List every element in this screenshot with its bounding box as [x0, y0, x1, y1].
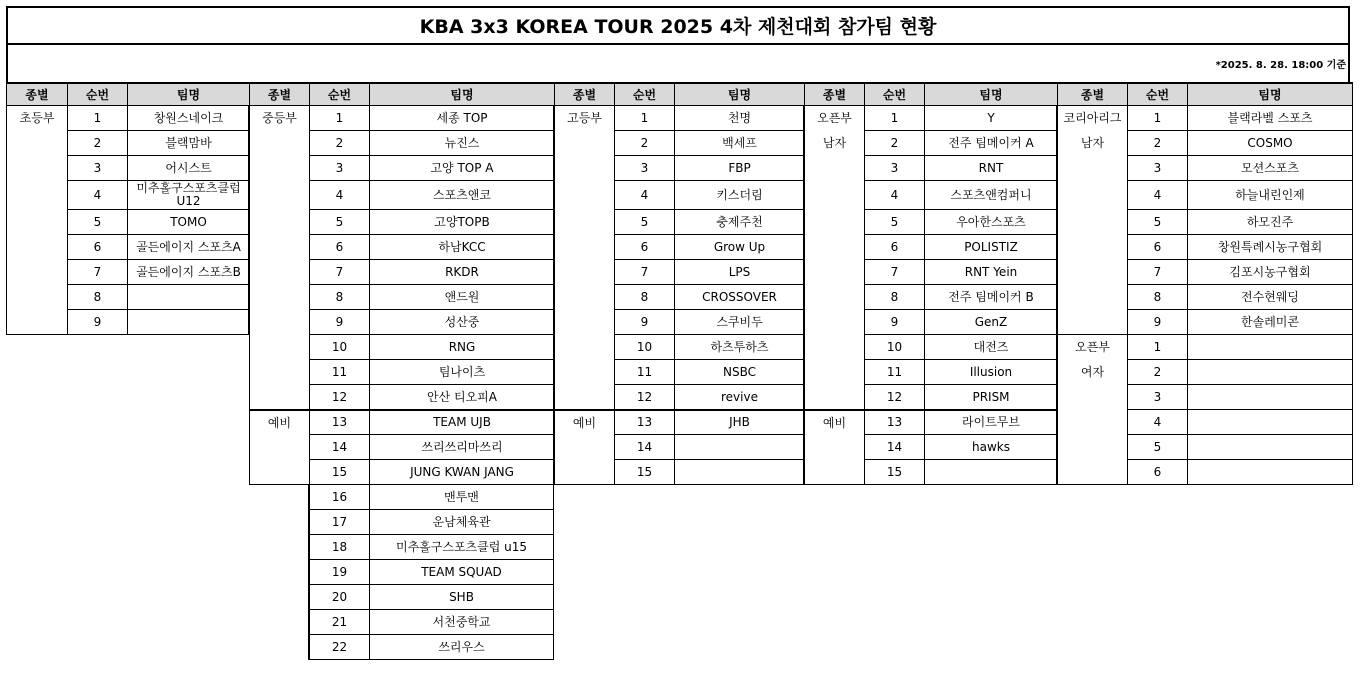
- team-name-cell: 팀나이츠: [369, 360, 554, 385]
- seq-cell: 14: [614, 435, 674, 460]
- category-label: 초등부: [19, 111, 55, 125]
- seq-cell: 7: [67, 260, 127, 285]
- team-name-cell: [127, 285, 249, 310]
- seq-cell: 11: [614, 360, 674, 385]
- page-title: KBA 3x3 KOREA TOUR 2025 4차 제천대회 참가팀 현황: [6, 6, 1350, 45]
- category-cell: [554, 106, 614, 410]
- group-divider: [803, 106, 804, 485]
- team-name-cell: PRISM: [924, 385, 1057, 410]
- header-team: 팀명: [924, 82, 1057, 106]
- category-cell: [249, 106, 309, 410]
- seq-cell: 4: [1127, 181, 1187, 210]
- team-name-cell: 하남KCC: [369, 235, 554, 260]
- team-name-cell: 백세프: [674, 131, 804, 156]
- seq-cell: 3: [1127, 156, 1187, 181]
- team-name-cell: Grow Up: [674, 235, 804, 260]
- category-label: 남자: [1080, 136, 1105, 150]
- team-name-cell: 창원특례시농구협회: [1187, 235, 1353, 260]
- team-name-cell: 세종 TOP: [369, 106, 554, 131]
- team-name-cell: 모션스포츠: [1187, 156, 1353, 181]
- seq-cell: 6: [1127, 460, 1187, 485]
- seq-cell: 9: [864, 310, 924, 335]
- team-name-cell: CROSSOVER: [674, 285, 804, 310]
- seq-cell: 16: [309, 485, 369, 510]
- seq-cell: 10: [614, 335, 674, 360]
- team-name-cell: COSMO: [1187, 131, 1353, 156]
- seq-cell: 7: [309, 260, 369, 285]
- seq-cell: 2: [1127, 131, 1187, 156]
- team-name-cell: RKDR: [369, 260, 554, 285]
- seq-cell: 5: [1127, 435, 1187, 460]
- team-name-cell: TEAM UJB: [369, 410, 554, 435]
- seq-cell: 5: [309, 210, 369, 235]
- team-name-cell: 창원스네이크: [127, 106, 249, 131]
- seq-cell: 1: [67, 106, 127, 131]
- seq-cell: 11: [309, 360, 369, 385]
- seq-cell: 21: [309, 610, 369, 635]
- seq-cell: 8: [614, 285, 674, 310]
- team-name-cell: revive: [674, 385, 804, 410]
- team-name-cell: 대전즈: [924, 335, 1057, 360]
- team-name-cell: 충제주천: [674, 210, 804, 235]
- seq-cell: 13: [614, 410, 674, 435]
- team-name-cell: JHB: [674, 410, 804, 435]
- seq-cell: 19: [309, 560, 369, 585]
- team-name-cell: 서천중학교: [369, 610, 554, 635]
- team-name-cell: hawks: [924, 435, 1057, 460]
- team-name-cell: 골든에이지 스포츠B: [127, 260, 249, 285]
- seq-cell: 5: [614, 210, 674, 235]
- team-name-cell: [1187, 410, 1353, 435]
- group-divider: [1056, 106, 1057, 485]
- team-name-cell: JUNG KWAN JANG: [369, 460, 554, 485]
- team-name-cell: [1187, 360, 1353, 385]
- extra-left-border: [308, 485, 309, 660]
- seq-cell: 6: [67, 235, 127, 260]
- category-label: 오픈부: [817, 111, 852, 125]
- seq-cell: 7: [1127, 260, 1187, 285]
- team-name-cell: [924, 460, 1057, 485]
- seq-cell: 6: [1127, 235, 1187, 260]
- seq-cell: 3: [309, 156, 369, 181]
- seq-cell: 3: [864, 156, 924, 181]
- team-name-cell: LPS: [674, 260, 804, 285]
- team-name-cell: 라이트무브: [924, 410, 1057, 435]
- team-name-cell: 쓰리쓰리마쓰리: [369, 435, 554, 460]
- team-name-cell: RNT: [924, 156, 1057, 181]
- team-name-cell: 김포시농구협회: [1187, 260, 1353, 285]
- seq-cell: 11: [864, 360, 924, 385]
- seq-cell: 4: [864, 181, 924, 210]
- category-label: 중등부: [262, 111, 297, 125]
- team-name-cell: 미추홀구스포츠클럽 U12: [127, 181, 249, 210]
- team-name-cell: 스포츠앤컴퍼니: [924, 181, 1057, 210]
- seq-cell: 4: [67, 181, 127, 210]
- seq-cell: 1: [864, 106, 924, 131]
- seq-cell: 2: [614, 131, 674, 156]
- reserve-category-cell: [804, 410, 864, 485]
- date-note: *2025. 8. 28. 18:00 기준: [1215, 60, 1346, 71]
- team-name-cell: 뉴진스: [369, 131, 554, 156]
- seq-cell: 8: [67, 285, 127, 310]
- seq-cell: 4: [614, 181, 674, 210]
- reserve-label: 예비: [822, 416, 847, 430]
- seq-cell: 2: [864, 131, 924, 156]
- seq-cell: 14: [864, 435, 924, 460]
- reserve-category-cell: [249, 410, 309, 485]
- header-team: 팀명: [1187, 82, 1353, 106]
- seq-cell: 5: [864, 210, 924, 235]
- seq-cell: 1: [1127, 106, 1187, 131]
- team-name-cell: 하늘내린인제: [1187, 181, 1353, 210]
- header-category: 종별: [804, 82, 864, 106]
- seq-cell: 1: [309, 106, 369, 131]
- seq-cell: 18: [309, 535, 369, 560]
- seq-cell: 15: [309, 460, 369, 485]
- seq-cell: 1: [614, 106, 674, 131]
- seq-cell: 14: [309, 435, 369, 460]
- seq-cell: 13: [864, 410, 924, 435]
- seq-cell: 6: [309, 235, 369, 260]
- team-name-cell: 스포츠앤코: [369, 181, 554, 210]
- team-name-cell: [1187, 460, 1353, 485]
- category-cell: [1057, 335, 1127, 485]
- team-name-cell: [1187, 385, 1353, 410]
- team-name-cell: 쓰리우스: [369, 635, 554, 660]
- group-divider: [248, 106, 249, 335]
- team-name-cell: 골든에이지 스포츠A: [127, 235, 249, 260]
- seq-cell: 12: [309, 385, 369, 410]
- team-name-cell: TOMO: [127, 210, 249, 235]
- team-name-cell: 하모진주: [1187, 210, 1353, 235]
- seq-cell: 4: [309, 181, 369, 210]
- header-category: 종별: [1057, 82, 1127, 106]
- header-seq: 순번: [1127, 82, 1187, 106]
- team-name-cell: 고양 TOP A: [369, 156, 554, 181]
- seq-cell: 3: [614, 156, 674, 181]
- seq-cell: 9: [309, 310, 369, 335]
- header-team: 팀명: [127, 82, 249, 106]
- seq-cell: 3: [1127, 385, 1187, 410]
- reserve-category-cell: [554, 410, 614, 485]
- header-category: 종별: [6, 82, 67, 106]
- seq-cell: 17: [309, 510, 369, 535]
- reserve-label: 예비: [572, 416, 597, 430]
- header-seq: 순번: [614, 82, 674, 106]
- header-seq: 순번: [864, 82, 924, 106]
- seq-cell: 15: [864, 460, 924, 485]
- team-name-cell: 안산 티오피A: [369, 385, 554, 410]
- reserve-label: 예비: [267, 416, 292, 430]
- category-label: 코리아리그: [1063, 111, 1122, 125]
- seq-cell: 7: [614, 260, 674, 285]
- team-name-cell: 전주 팀메이커 B: [924, 285, 1057, 310]
- seq-cell: 6: [864, 235, 924, 260]
- team-name-cell: 우아한스포츠: [924, 210, 1057, 235]
- header-category: 종별: [554, 82, 614, 106]
- team-name-cell: 블랙맘바: [127, 131, 249, 156]
- seq-cell: 6: [614, 235, 674, 260]
- seq-cell: 4: [1127, 410, 1187, 435]
- category-cell: [804, 106, 864, 410]
- team-name-cell: 키스더림: [674, 181, 804, 210]
- team-name-cell: 블랙라벨 스포츠: [1187, 106, 1353, 131]
- seq-cell: 9: [1127, 310, 1187, 335]
- team-name-cell: POLISTIZ: [924, 235, 1057, 260]
- team-name-cell: GenZ: [924, 310, 1057, 335]
- team-name-cell: FBP: [674, 156, 804, 181]
- seq-cell: 2: [1127, 360, 1187, 385]
- seq-cell: 15: [614, 460, 674, 485]
- team-name-cell: SHB: [369, 585, 554, 610]
- team-name-cell: NSBC: [674, 360, 804, 385]
- team-name-cell: 스쿠비두: [674, 310, 804, 335]
- seq-cell: 12: [864, 385, 924, 410]
- seq-cell: 5: [67, 210, 127, 235]
- date-note-bar: [6, 45, 1350, 82]
- seq-cell: 10: [309, 335, 369, 360]
- team-name-cell: 맨투맨: [369, 485, 554, 510]
- seq-cell: 8: [309, 285, 369, 310]
- seq-cell: 1: [1127, 335, 1187, 360]
- seq-cell: 10: [864, 335, 924, 360]
- team-name-cell: 천명: [674, 106, 804, 131]
- header-team: 팀명: [674, 82, 804, 106]
- team-name-cell: 앤드원: [369, 285, 554, 310]
- category-label: 오픈부: [1075, 340, 1110, 354]
- team-name-cell: Y: [924, 106, 1057, 131]
- seq-cell: 8: [864, 285, 924, 310]
- team-name-cell: [1187, 335, 1353, 360]
- seq-cell: 9: [614, 310, 674, 335]
- seq-cell: 2: [309, 131, 369, 156]
- seq-cell: 20: [309, 585, 369, 610]
- category-label: 고등부: [567, 111, 602, 125]
- team-name-cell: 고양TOPB: [369, 210, 554, 235]
- team-name-cell: 하츠투하츠: [674, 335, 804, 360]
- header-team: 팀명: [369, 82, 554, 106]
- category-cell: [6, 106, 67, 335]
- team-name-cell: 성산중: [369, 310, 554, 335]
- seq-cell: 2: [67, 131, 127, 156]
- seq-cell: 7: [864, 260, 924, 285]
- team-name-cell: 한솔레미콘: [1187, 310, 1353, 335]
- team-name-cell: RNT Yein: [924, 260, 1057, 285]
- seq-cell: 9: [67, 310, 127, 335]
- team-name-cell: 전수현웨딩: [1187, 285, 1353, 310]
- seq-cell: 12: [614, 385, 674, 410]
- team-name-cell: 운남체육관: [369, 510, 554, 535]
- team-name-cell: 미추홀구스포츠클럽 u15: [369, 535, 554, 560]
- seq-cell: 3: [67, 156, 127, 181]
- seq-cell: 22: [309, 635, 369, 660]
- category-cell: [1057, 106, 1127, 335]
- team-name-cell: Illusion: [924, 360, 1057, 385]
- group-divider: [553, 106, 554, 660]
- team-name-cell: [127, 310, 249, 335]
- category-label: 남자: [822, 136, 847, 150]
- category-label: 여자: [1080, 365, 1105, 379]
- header-category: 종별: [249, 82, 309, 106]
- team-name-cell: [674, 435, 804, 460]
- team-name-cell: [674, 460, 804, 485]
- team-name-cell: RNG: [369, 335, 554, 360]
- team-name-cell: 전주 팀메이커 A: [924, 131, 1057, 156]
- seq-cell: 8: [1127, 285, 1187, 310]
- seq-cell: 5: [1127, 210, 1187, 235]
- seq-cell: 13: [309, 410, 369, 435]
- team-name-cell: [1187, 435, 1353, 460]
- team-name-cell: TEAM SQUAD: [369, 560, 554, 585]
- header-seq: 순번: [309, 82, 369, 106]
- header-seq: 순번: [67, 82, 127, 106]
- team-name-cell: 어시스트: [127, 156, 249, 181]
